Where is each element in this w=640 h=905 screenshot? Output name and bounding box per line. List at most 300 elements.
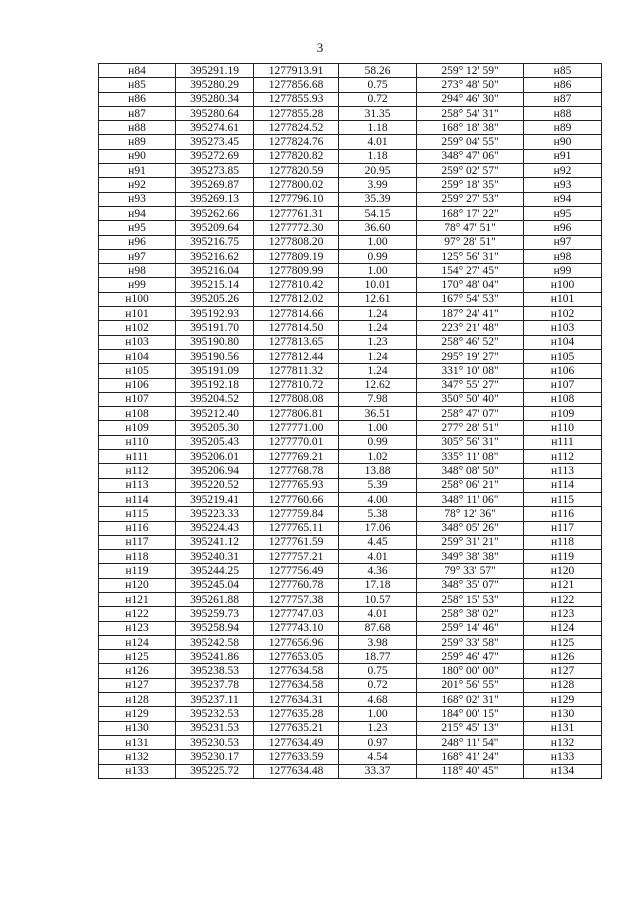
cell-x-coordinate: 395192.18: [176, 378, 254, 392]
cell-x-coordinate: 395245.04: [176, 578, 254, 592]
cell-bearing: 348° 08' 50": [417, 464, 524, 478]
cell-point-to: н132: [524, 735, 602, 749]
table-row: [99, 521, 602, 535]
cell-distance: 4.00: [339, 492, 417, 506]
cell-distance: 1.00: [339, 707, 417, 721]
cell-x-coordinate: 395241.12: [176, 535, 254, 549]
cell-y-coordinate: 1277806.81: [254, 407, 339, 421]
cell-point-to: н93: [524, 178, 602, 192]
cell-distance: 4.01: [339, 550, 417, 564]
cell-point-to: н106: [524, 364, 602, 378]
cell-bearing: 348° 11' 06": [417, 492, 524, 506]
cell-bearing: 168° 17' 22": [417, 206, 524, 220]
cell-x-coordinate: 395262.66: [176, 206, 254, 220]
cell-bearing: 294° 46' 30": [417, 92, 524, 106]
cell-distance: 0.75: [339, 664, 417, 678]
cell-x-coordinate: 395209.64: [176, 221, 254, 235]
cell-point-from: н86: [99, 92, 176, 106]
cell-x-coordinate: 395230.53: [176, 735, 254, 749]
cell-point-from: н106: [99, 378, 176, 392]
cell-x-coordinate: 395232.53: [176, 707, 254, 721]
cell-x-coordinate: 395220.52: [176, 478, 254, 492]
table-row: [99, 264, 602, 278]
cell-distance: 4.68: [339, 693, 417, 707]
cell-distance: 58.26: [339, 64, 417, 78]
cell-point-from: н91: [99, 164, 176, 178]
cell-y-coordinate: 1277653.05: [254, 650, 339, 664]
cell-x-coordinate: 395205.30: [176, 421, 254, 435]
cell-point-from: н94: [99, 206, 176, 220]
cell-x-coordinate: 395212.40: [176, 407, 254, 421]
cell-point-to: н104: [524, 335, 602, 349]
cell-bearing: 350° 50' 40": [417, 392, 524, 406]
cell-point-from: н89: [99, 135, 176, 149]
table-row: [99, 278, 602, 292]
cell-point-to: н128: [524, 678, 602, 692]
cell-point-from: н132: [99, 750, 176, 764]
table-row: [99, 249, 602, 263]
cell-bearing: 331° 10' 08": [417, 364, 524, 378]
cell-y-coordinate: 1277800.02: [254, 178, 339, 192]
cell-point-to: н86: [524, 78, 602, 92]
cell-point-to: н113: [524, 464, 602, 478]
cell-bearing: 258° 06' 21": [417, 478, 524, 492]
cell-point-to: н125: [524, 635, 602, 649]
table-row: [99, 650, 602, 664]
cell-y-coordinate: 1277634.58: [254, 664, 339, 678]
cell-point-to: н105: [524, 349, 602, 363]
cell-y-coordinate: 1277761.31: [254, 206, 339, 220]
cell-x-coordinate: 395280.34: [176, 92, 254, 106]
cell-point-to: н108: [524, 392, 602, 406]
cell-y-coordinate: 1277769.21: [254, 450, 339, 464]
cell-point-to: н90: [524, 135, 602, 149]
table-row: [99, 478, 602, 492]
table-row: [99, 621, 602, 635]
cell-y-coordinate: 1277770.01: [254, 435, 339, 449]
cell-point-from: н112: [99, 464, 176, 478]
cell-point-to: н115: [524, 492, 602, 506]
cell-point-to: н92: [524, 164, 602, 178]
cell-distance: 17.18: [339, 578, 417, 592]
cell-bearing: 305° 56' 31": [417, 435, 524, 449]
cell-y-coordinate: 1277634.49: [254, 735, 339, 749]
cell-distance: 87.68: [339, 621, 417, 635]
table-row: [99, 178, 602, 192]
cell-y-coordinate: 1277771.00: [254, 421, 339, 435]
cell-x-coordinate: 395274.61: [176, 121, 254, 135]
cell-y-coordinate: 1277808.20: [254, 235, 339, 249]
cell-distance: 4.54: [339, 750, 417, 764]
cell-distance: 17.06: [339, 521, 417, 535]
cell-point-from: н133: [99, 764, 176, 778]
table-row: [99, 464, 602, 478]
cell-bearing: 167° 54' 53": [417, 292, 524, 306]
cell-point-to: н118: [524, 535, 602, 549]
cell-bearing: 187° 24' 41": [417, 307, 524, 321]
cell-x-coordinate: 395237.11: [176, 693, 254, 707]
cell-y-coordinate: 1277808.08: [254, 392, 339, 406]
table-row: [99, 321, 602, 335]
table-row: [99, 307, 602, 321]
cell-point-from: н130: [99, 721, 176, 735]
cell-y-coordinate: 1277796.10: [254, 192, 339, 206]
cell-bearing: 201° 56' 55": [417, 678, 524, 692]
cell-point-from: н100: [99, 292, 176, 306]
table-row: [99, 678, 602, 692]
cell-point-from: н123: [99, 621, 176, 635]
cell-point-from: н99: [99, 278, 176, 292]
cell-point-to: н107: [524, 378, 602, 392]
cell-distance: 1.02: [339, 450, 417, 464]
cell-point-to: н120: [524, 564, 602, 578]
cell-point-to: н97: [524, 235, 602, 249]
cell-bearing: 259° 33' 58": [417, 635, 524, 649]
table-row: [99, 564, 602, 578]
table-row: [99, 149, 602, 163]
cell-point-to: н123: [524, 607, 602, 621]
cell-point-to: н99: [524, 264, 602, 278]
cell-point-from: н84: [99, 64, 176, 78]
cell-bearing: 258° 38' 02": [417, 607, 524, 621]
cell-point-to: н124: [524, 621, 602, 635]
cell-point-from: н92: [99, 178, 176, 192]
page-number: 3: [316, 40, 324, 55]
cell-distance: 13.88: [339, 464, 417, 478]
cell-point-to: н89: [524, 121, 602, 135]
cell-point-from: н104: [99, 349, 176, 363]
table-row: [99, 121, 602, 135]
cell-bearing: 277° 28' 51": [417, 421, 524, 435]
cell-y-coordinate: 1277855.93: [254, 92, 339, 106]
cell-point-to: н134: [524, 764, 602, 778]
cell-x-coordinate: 395206.01: [176, 450, 254, 464]
cell-point-to: н131: [524, 721, 602, 735]
cell-point-to: н85: [524, 64, 602, 78]
table-row: [99, 693, 602, 707]
cell-x-coordinate: 395291.19: [176, 64, 254, 78]
cell-y-coordinate: 1277855.28: [254, 106, 339, 120]
cell-bearing: 348° 35' 07": [417, 578, 524, 592]
cell-bearing: 347° 55' 27": [417, 378, 524, 392]
cell-point-from: н111: [99, 450, 176, 464]
cell-point-to: н109: [524, 407, 602, 421]
cell-y-coordinate: 1277810.72: [254, 378, 339, 392]
cell-y-coordinate: 1277765.93: [254, 478, 339, 492]
table-row: [99, 164, 602, 178]
cell-x-coordinate: 395190.80: [176, 335, 254, 349]
cell-point-to: н103: [524, 321, 602, 335]
cell-point-to: н121: [524, 578, 602, 592]
cell-y-coordinate: 1277810.42: [254, 278, 339, 292]
table-row: [99, 292, 602, 306]
cell-x-coordinate: 395215.14: [176, 278, 254, 292]
table-row: [99, 707, 602, 721]
cell-bearing: 168° 41' 24": [417, 750, 524, 764]
table-row: [99, 64, 602, 78]
cell-point-from: н90: [99, 149, 176, 163]
cell-bearing: 78° 12' 36": [417, 507, 524, 521]
cell-distance: 3.98: [339, 635, 417, 649]
table-row: [99, 192, 602, 206]
cell-y-coordinate: 1277812.44: [254, 349, 339, 363]
cell-distance: 5.39: [339, 478, 417, 492]
cell-distance: 18.77: [339, 650, 417, 664]
cell-bearing: 79° 33' 57": [417, 564, 524, 578]
cell-point-from: н118: [99, 550, 176, 564]
table-row: [99, 435, 602, 449]
cell-bearing: 215° 45' 13": [417, 721, 524, 735]
cell-point-from: н85: [99, 78, 176, 92]
cell-point-to: н122: [524, 592, 602, 606]
cell-x-coordinate: 395238.53: [176, 664, 254, 678]
cell-x-coordinate: 395242.58: [176, 635, 254, 649]
table-row: [99, 106, 602, 120]
cell-point-to: н119: [524, 550, 602, 564]
cell-point-from: н98: [99, 264, 176, 278]
cell-x-coordinate: 395272.69: [176, 149, 254, 163]
cell-point-to: н129: [524, 693, 602, 707]
cell-point-to: н130: [524, 707, 602, 721]
cell-bearing: 259° 04' 55": [417, 135, 524, 149]
cell-point-to: н98: [524, 249, 602, 263]
cell-x-coordinate: 395231.53: [176, 721, 254, 735]
coordinates-table: [98, 63, 602, 779]
table-row: [99, 592, 602, 606]
cell-y-coordinate: 1277811.32: [254, 364, 339, 378]
cell-distance: 36.51: [339, 407, 417, 421]
cell-x-coordinate: 395280.29: [176, 78, 254, 92]
cell-y-coordinate: 1277814.66: [254, 307, 339, 321]
cell-point-from: н108: [99, 407, 176, 421]
cell-distance: 35.39: [339, 192, 417, 206]
cell-point-to: н116: [524, 507, 602, 521]
cell-distance: 1.00: [339, 421, 417, 435]
cell-point-from: н129: [99, 707, 176, 721]
table-row: [99, 378, 602, 392]
cell-point-from: н113: [99, 478, 176, 492]
cell-x-coordinate: 395223.33: [176, 507, 254, 521]
cell-bearing: 258° 15' 53": [417, 592, 524, 606]
cell-x-coordinate: 395280.64: [176, 106, 254, 120]
cell-x-coordinate: 395224.43: [176, 521, 254, 535]
cell-y-coordinate: 1277633.59: [254, 750, 339, 764]
cell-y-coordinate: 1277812.02: [254, 292, 339, 306]
cell-point-to: н94: [524, 192, 602, 206]
cell-x-coordinate: 395241.86: [176, 650, 254, 664]
table-row: [99, 335, 602, 349]
cell-point-from: н128: [99, 693, 176, 707]
cell-y-coordinate: 1277759.84: [254, 507, 339, 521]
cell-point-to: н100: [524, 278, 602, 292]
cell-point-from: н119: [99, 564, 176, 578]
cell-bearing: 259° 31' 21": [417, 535, 524, 549]
cell-y-coordinate: 1277743.10: [254, 621, 339, 635]
cell-x-coordinate: 395225.72: [176, 764, 254, 778]
cell-point-to: н117: [524, 521, 602, 535]
cell-point-from: н97: [99, 249, 176, 263]
table-row: [99, 364, 602, 378]
cell-bearing: 259° 27' 53": [417, 192, 524, 206]
coordinates-table-body: [99, 64, 602, 779]
table-row: [99, 578, 602, 592]
cell-distance: 1.00: [339, 235, 417, 249]
cell-point-from: н105: [99, 364, 176, 378]
cell-x-coordinate: 395258.94: [176, 621, 254, 635]
cell-y-coordinate: 1277772.30: [254, 221, 339, 235]
cell-distance: 10.01: [339, 278, 417, 292]
cell-y-coordinate: 1277809.19: [254, 249, 339, 263]
cell-point-to: н112: [524, 450, 602, 464]
cell-point-from: н110: [99, 435, 176, 449]
cell-distance: 4.45: [339, 535, 417, 549]
table-row: [99, 764, 602, 778]
cell-point-to: н133: [524, 750, 602, 764]
cell-x-coordinate: 395269.87: [176, 178, 254, 192]
cell-bearing: 259° 14' 46": [417, 621, 524, 635]
cell-point-from: н114: [99, 492, 176, 506]
cell-point-from: н126: [99, 664, 176, 678]
cell-y-coordinate: 1277760.78: [254, 578, 339, 592]
cell-x-coordinate: 395240.31: [176, 550, 254, 564]
cell-distance: 12.61: [339, 292, 417, 306]
cell-distance: 36.60: [339, 221, 417, 235]
cell-bearing: 258° 47' 07": [417, 407, 524, 421]
cell-bearing: 258° 46' 52": [417, 335, 524, 349]
cell-point-from: н125: [99, 650, 176, 664]
cell-y-coordinate: 1277813.65: [254, 335, 339, 349]
cell-point-to: н101: [524, 292, 602, 306]
cell-y-coordinate: 1277656.96: [254, 635, 339, 649]
cell-distance: 1.18: [339, 149, 417, 163]
cell-distance: 7.98: [339, 392, 417, 406]
cell-bearing: 180° 00' 00": [417, 664, 524, 678]
cell-x-coordinate: 395259.73: [176, 607, 254, 621]
cell-point-from: н103: [99, 335, 176, 349]
table-row: [99, 392, 602, 406]
table-row: [99, 550, 602, 564]
cell-y-coordinate: 1277856.68: [254, 78, 339, 92]
cell-point-to: н111: [524, 435, 602, 449]
cell-x-coordinate: 395191.09: [176, 364, 254, 378]
cell-y-coordinate: 1277747.03: [254, 607, 339, 621]
cell-x-coordinate: 395273.85: [176, 164, 254, 178]
cell-y-coordinate: 1277757.21: [254, 550, 339, 564]
cell-point-to: н87: [524, 92, 602, 106]
cell-distance: 1.24: [339, 321, 417, 335]
cell-bearing: 259° 12' 59": [417, 64, 524, 78]
cell-point-to: н114: [524, 478, 602, 492]
table-row: [99, 206, 602, 220]
cell-bearing: 335° 11' 08": [417, 450, 524, 464]
cell-x-coordinate: 395205.43: [176, 435, 254, 449]
cell-point-from: н127: [99, 678, 176, 692]
cell-point-to: н91: [524, 149, 602, 163]
cell-y-coordinate: 1277635.21: [254, 721, 339, 735]
cell-distance: 1.18: [339, 121, 417, 135]
cell-distance: 1.24: [339, 364, 417, 378]
cell-point-to: н95: [524, 206, 602, 220]
cell-bearing: 295° 19' 27": [417, 349, 524, 363]
cell-bearing: 170° 48' 04": [417, 278, 524, 292]
cell-point-from: н120: [99, 578, 176, 592]
cell-distance: 4.01: [339, 135, 417, 149]
cell-x-coordinate: 395273.45: [176, 135, 254, 149]
cell-bearing: 259° 02' 57": [417, 164, 524, 178]
cell-distance: 0.97: [339, 735, 417, 749]
cell-point-to: н126: [524, 650, 602, 664]
cell-distance: 1.00: [339, 264, 417, 278]
cell-point-from: н102: [99, 321, 176, 335]
cell-point-from: н87: [99, 106, 176, 120]
table-row: [99, 92, 602, 106]
cell-y-coordinate: 1277757.38: [254, 592, 339, 606]
table-row: [99, 735, 602, 749]
cell-x-coordinate: 395230.17: [176, 750, 254, 764]
cell-y-coordinate: 1277634.48: [254, 764, 339, 778]
cell-bearing: 258° 54' 31": [417, 106, 524, 120]
cell-distance: 4.01: [339, 607, 417, 621]
cell-x-coordinate: 395244.25: [176, 564, 254, 578]
table-row: [99, 507, 602, 521]
cell-distance: 4.36: [339, 564, 417, 578]
cell-x-coordinate: 395205.26: [176, 292, 254, 306]
cell-point-from: н122: [99, 607, 176, 621]
table-row: [99, 450, 602, 464]
cell-distance: 1.24: [339, 349, 417, 363]
cell-point-from: н93: [99, 192, 176, 206]
cell-distance: 33.37: [339, 764, 417, 778]
cell-point-from: н95: [99, 221, 176, 235]
table-row: [99, 607, 602, 621]
cell-distance: 3.99: [339, 178, 417, 192]
cell-point-to: н102: [524, 307, 602, 321]
cell-y-coordinate: 1277820.82: [254, 149, 339, 163]
cell-x-coordinate: 395216.75: [176, 235, 254, 249]
cell-distance: 12.62: [339, 378, 417, 392]
table-row: [99, 349, 602, 363]
cell-y-coordinate: 1277913.91: [254, 64, 339, 78]
cell-y-coordinate: 1277824.76: [254, 135, 339, 149]
cell-distance: 1.23: [339, 335, 417, 349]
cell-y-coordinate: 1277635.28: [254, 707, 339, 721]
cell-x-coordinate: 395261.88: [176, 592, 254, 606]
cell-bearing: 223° 21' 48": [417, 321, 524, 335]
cell-bearing: 125° 56' 31": [417, 249, 524, 263]
cell-distance: 10.57: [339, 592, 417, 606]
table-row: [99, 421, 602, 435]
cell-distance: 0.99: [339, 435, 417, 449]
cell-bearing: 184° 00' 15": [417, 707, 524, 721]
cell-point-to: н110: [524, 421, 602, 435]
cell-bearing: 168° 02' 31": [417, 693, 524, 707]
cell-bearing: 259° 18' 35": [417, 178, 524, 192]
table-row: [99, 492, 602, 506]
cell-y-coordinate: 1277765.11: [254, 521, 339, 535]
cell-bearing: 118° 40' 45": [417, 764, 524, 778]
table-row: [99, 235, 602, 249]
cell-bearing: 248° 11' 54": [417, 735, 524, 749]
table-row: [99, 635, 602, 649]
cell-distance: 1.23: [339, 721, 417, 735]
cell-point-from: н101: [99, 307, 176, 321]
cell-distance: 31.35: [339, 106, 417, 120]
cell-point-from: н131: [99, 735, 176, 749]
cell-x-coordinate: 395219.41: [176, 492, 254, 506]
cell-y-coordinate: 1277756.49: [254, 564, 339, 578]
cell-distance: 0.99: [339, 249, 417, 263]
cell-x-coordinate: 395206.94: [176, 464, 254, 478]
